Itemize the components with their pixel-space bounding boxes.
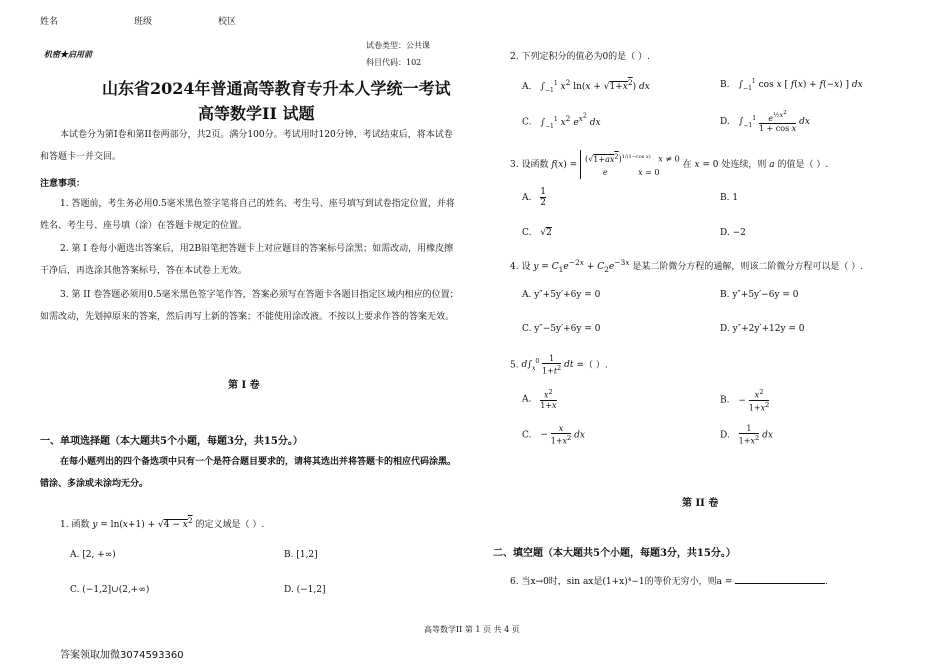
q5-a-label: A. [522, 394, 532, 405]
note-2: 2. 第 I 卷每小题选出答案后，用2B铅笔把答题卡上对应题目的答案标号涂黑；如需改动，用橡皮擦干净后，再选涂其他答案标号，答在本试卷上无效。 [40, 244, 454, 276]
q3-mid: 在 [682, 159, 692, 170]
q3-tail: 的值是（ ）. [777, 159, 829, 170]
q2-option-d[interactable]: D. $\int_{-1}^1$ $\frac{e^{\frac{1}{2}x^2}}{\text{1 + cos x}}$ dx [720, 110, 810, 133]
part2-title: 第 II 卷 [682, 498, 719, 509]
intro-paragraph: 本试卷分为第I卷和第II卷两部分，共2页。满分100分。考试用时120分钟，考试结束后，将本试卷和答题卡一并交回。 [40, 130, 453, 162]
q3-c-label: C. [522, 228, 532, 238]
section1-title: 一、单项选择题（本大题共5个小题，每题3分，共15分。） [40, 436, 303, 447]
q3-option-a[interactable]: A. $\frac{1}{2}$ [522, 187, 546, 208]
q1-post: 的定义域是（ ）. [195, 520, 265, 530]
question-3: 3. 设函数 f(x) = $(√1+ax^2)^{1/(1-cos x)}$ x ≠ 0 e x = 0 在 x = 0 处连续，则 a 的值是（ ）. [510, 152, 829, 177]
q3-option-d[interactable]: D. −2 [720, 228, 746, 238]
q3-pre: 3. 设函数 [510, 159, 549, 170]
q3-option-b[interactable]: B. 1 [720, 193, 739, 203]
subject-code: 科目代码：102 [366, 58, 422, 67]
q6-end: . [825, 577, 829, 587]
note-3: 3. 第 II 卷答题必须用0.5毫米黑色签字笔作答，答案必须写在答题卡各题目指定区域内相应的位置；如需改动，先划掉原来的答案，然后再写上新的答案；不能使用涂改液。不按以上要求作答的答案无效。 [40, 290, 459, 322]
q5-option-c[interactable]: C. − $\frac{x}{1+x^2}$ dx [522, 424, 586, 446]
q4-option-d[interactable]: D. y″+2y′+12y = 0 [720, 324, 805, 334]
q5-option-d[interactable]: D. $\frac{1}{1+x^2}$ dx [720, 424, 773, 446]
q4-formula: $y = C_1e^{-2x} + C_2e^{-3x}$ [533, 258, 630, 274]
q1-formula: $y = \ln(x+1) + √4 - x^2$ [92, 516, 193, 530]
q6-text: 6. 当x→0时，sin ax是(1+x)⁴−1的等价无穷小，则a = [510, 577, 733, 587]
q5-c-label: C. [522, 430, 532, 441]
question-4 [510, 258, 863, 274]
q1-option-d[interactable]: D. (−1,2] [284, 585, 326, 595]
q5-post: =（ ）. [576, 360, 608, 371]
q2-option-a[interactable]: A. $\int_{-1}^1$ $x^2$ $\ln(x + √1+x^2)$ dx [522, 78, 650, 94]
q1-option-a[interactable]: A. [2, +∞) [70, 550, 116, 560]
q2-a-label: A. [522, 82, 532, 92]
q2-option-b[interactable]: B. $\int_{-1}^1$ cos x [ f(x) + f(−x) ] dx [720, 78, 863, 92]
q4-option-a[interactable]: A. y″+5y′+6y = 0 [522, 290, 601, 300]
q3-a-label: A. [522, 193, 532, 203]
q5-option-a[interactable]: A. $\frac{x^2}{1+x}$ [522, 388, 557, 410]
q5-pre: 5. [510, 360, 519, 371]
notes-title: 注意事项： [40, 179, 86, 189]
q1-pre: 1. 函数 [60, 520, 90, 530]
section1-instruction: 在每小题列出的四个备选项中只有一个是符合题目要求的，请将其选出并将答题卡的相应代码涂黑。错涂、多涂或未涂均无分。 [40, 457, 457, 489]
q5-option-b[interactable]: B. − $\frac{x^2}{1+x^2}$ [720, 388, 770, 413]
page-footer: 高等数学II 第 1 页 共 4 页 [424, 625, 520, 634]
q3-option-c[interactable]: C. √2 [522, 228, 552, 238]
q1-option-b[interactable]: B. [1,2] [284, 550, 318, 560]
note-1: 1. 答题前，考生务必用0.5毫米黑色签字笔将自己的姓名、考生号、座号填写到试卷指定位置，并将姓名、考生号、座号填（涂）在答题卡规定的位置。 [40, 199, 455, 231]
q4-pre: 4. 设 [510, 262, 531, 272]
school-label: 校区 [218, 17, 237, 27]
q5-formula: $d\int_x^0$ $\frac{1}{1+t^2}$ dt [521, 354, 574, 376]
q2-b-label: B. [720, 80, 730, 90]
q1-option-c[interactable]: C. (−1,2]∪(2,+∞) [70, 585, 150, 595]
q4-post: 是某二阶微分方程的通解，则该二阶微分方程可以是（ ）. [632, 262, 864, 272]
q5-d-label: D. [720, 430, 730, 441]
q3-function: f(x) = $(√1+ax^2)^{1/(1-cos x)}$ x ≠ 0 e x = 0 [551, 152, 680, 177]
exam-subtitle: 高等数学II 试题 [198, 104, 315, 123]
question-1 [60, 516, 264, 530]
q6-answer-blank[interactable] [735, 574, 825, 584]
part1-title: 第 I 卷 [228, 380, 260, 391]
q4-option-c[interactable]: C. y″−5y′+6y = 0 [522, 324, 601, 334]
q2-c-label: C. [522, 117, 532, 128]
secret-label: 机密★启用前 [44, 49, 92, 59]
q3-post: 处连续，则 [721, 159, 767, 170]
q4-option-b[interactable]: B. y″+5y′−6y = 0 [720, 290, 799, 300]
exam-title: 山东省2024年普通高等教育专升本人学统一考试 [102, 79, 451, 98]
question-6 [510, 574, 828, 587]
class-label: 班级 [134, 17, 153, 27]
question-2: 2. 下列定积分的值必为0的是（ ）. [510, 52, 650, 62]
contact-note: 答案领取加微3074593360 [60, 650, 184, 661]
name-label: 姓名 [40, 17, 59, 27]
q5-b-label: B. [720, 395, 730, 406]
question-5 [510, 354, 608, 376]
paper-type: 试卷类型：公共课 [366, 41, 430, 50]
section2-title: 二、填空题（本大题共5个小题，每题3分，共15分。） [493, 548, 736, 559]
q2-option-c[interactable]: C. $\int_{-1}^1$ $x^2$ $e^{x^2}$ dx [522, 112, 601, 130]
q2-d-label: D. [720, 116, 730, 127]
